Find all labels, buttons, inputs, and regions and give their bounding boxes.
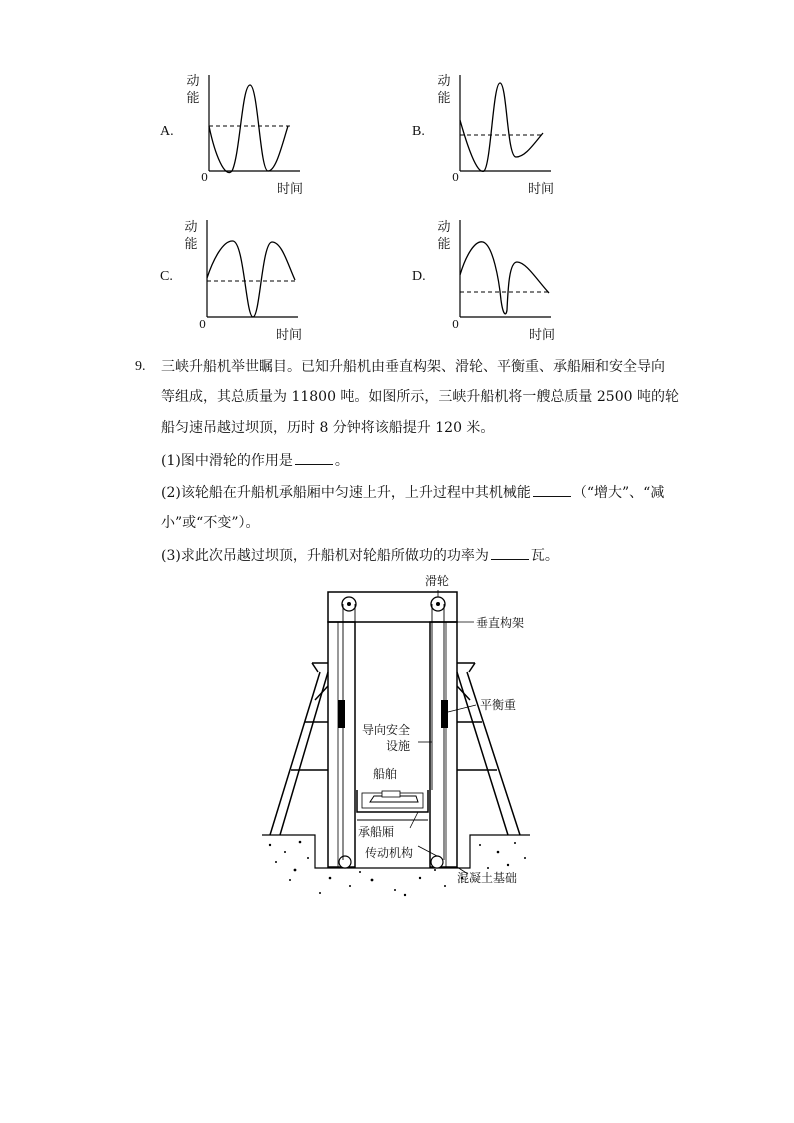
- origin-label: 0: [199, 318, 206, 331]
- origin-label: 0: [452, 318, 459, 331]
- sub-question-text: 瓦。: [530, 548, 559, 564]
- x-axis-label: 时间: [528, 182, 555, 197]
- question-text-line: 等组成，其总质量为 11800 吨。如图所示，三峡升船机将一艘总质量 2500 吨的轮: [161, 389, 679, 405]
- y-axis-label: 动 能: [184, 220, 198, 252]
- origin-label: 0: [452, 171, 459, 184]
- question-text-line: 三峡升船机举世瞩目。已知升船机由垂直构架、滑轮、平衡重、承船厢和安全导向: [161, 359, 665, 375]
- frame-label: 垂直构架: [476, 616, 525, 630]
- sub-question-text: 小”或“不变”）。: [161, 515, 260, 531]
- y-axis-label: 动 能: [437, 74, 451, 106]
- option-b-label: B.: [412, 124, 425, 139]
- left-tower: [328, 622, 355, 867]
- bottom-pulley-left: [339, 856, 351, 868]
- ship-label: 船舶: [373, 767, 398, 781]
- bottom-pulley-right: [431, 856, 443, 868]
- y-axis-label: 动 能: [437, 220, 451, 252]
- drive-label: 传动机构: [365, 846, 414, 860]
- x-axis-label: 时间: [529, 328, 556, 343]
- right-truss: [457, 663, 520, 835]
- y-axis-label: 动 能: [186, 74, 200, 106]
- question-number: 9.: [135, 359, 146, 374]
- option-a-label: A.: [160, 124, 174, 139]
- sub-question-text: 。: [334, 453, 349, 469]
- foundation-label: 混凝土基础: [457, 871, 518, 885]
- counterweight-right: [441, 700, 448, 728]
- sub-question-text: (1)图中滑轮的作用是: [161, 453, 293, 469]
- guide-label-line1: 导向安全: [362, 723, 411, 737]
- x-axis-label: 时间: [277, 182, 304, 197]
- chamber-label: 承船厢: [358, 825, 395, 839]
- sub-question-text: (2)该轮船在升船机承船厢中匀速上升，上升过程中其机械能: [161, 485, 531, 501]
- origin-label: 0: [201, 171, 208, 184]
- left-truss: [270, 663, 328, 835]
- question-text-line: 船匀速吊越过坝顶，历时 8 分钟将该船提升 120 米。: [161, 420, 495, 436]
- sub-question-text: （“增大”、“减: [572, 485, 665, 501]
- option-d-label: D.: [412, 269, 426, 284]
- right-tower: [430, 622, 457, 867]
- counterweight-left: [338, 700, 345, 728]
- option-c-label: C.: [160, 269, 173, 284]
- x-axis-label: 时间: [276, 328, 303, 343]
- counterweight-label: 平衡重: [480, 698, 517, 712]
- leader-lines: [410, 590, 476, 874]
- pulley-label: 滑轮: [425, 574, 450, 588]
- guide-label-line2: 设施: [386, 739, 411, 753]
- sub-question-text: (3)求此次吊越过坝顶，升船机对轮船所做功的功率为: [161, 548, 489, 564]
